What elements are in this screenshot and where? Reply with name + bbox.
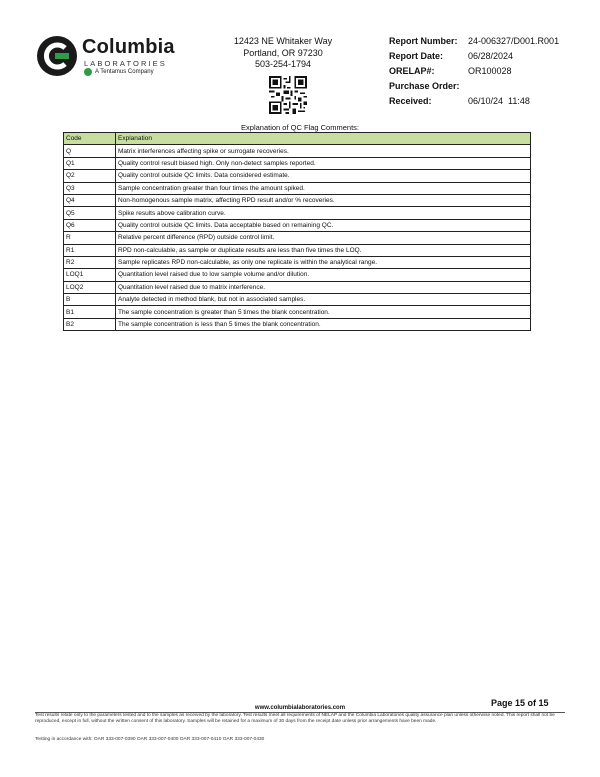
meta-label: Report Number: — [389, 36, 458, 46]
flag-code: Q4 — [64, 194, 116, 206]
flag-explanation: The sample concentration is greater than 5 times the blank concentration. — [116, 306, 531, 318]
logo-name: Columbia — [82, 36, 175, 58]
flag-code: R2 — [64, 256, 116, 268]
flag-code: Q1 — [64, 157, 116, 169]
meta-label: ORELAP#: — [389, 66, 435, 76]
website-link[interactable]: www.columbialaboratories.com — [254, 705, 346, 711]
disclaimer-text: Test results relate only to the parameters tested and to the samples as received by the laboratory. Test results meet all requirements of NELAP and the Columbia Laboratories quality assurance plan unless otherwise noted. This report shall not be reproduced, except in full, without the written consent of this laboratory. Samples will be retained for a maximum of 30 days from the receipt date unless prior arrangements have been made. — [35, 713, 555, 724]
flag-explanation: Analyte detected in method blank, but not in associated samples. — [116, 294, 531, 306]
flag-explanation: Quality control outside QC limits. Data acceptable based on remaining QC. — [116, 219, 531, 231]
orelap-value: OR100028 — [468, 66, 512, 76]
table-row — [64, 194, 531, 206]
flag-code: Q3 — [64, 182, 116, 194]
flag-explanation: Non-homogenous sample matrix, affecting RPD result and/or % recoveries. — [116, 194, 531, 206]
flag-code: Q6 — [64, 219, 116, 231]
table-header-row — [64, 133, 531, 145]
flag-code: Q2 — [64, 170, 116, 182]
flag-explanation: Spike results above calibration curve. — [116, 207, 531, 219]
flag-explanation: Quantitation level raised due to low sample volume and/or dilution. — [116, 269, 531, 281]
flag-explanation: Quantitation level raised due to matrix interference. — [116, 281, 531, 293]
page-number: Page 15 of 15 — [491, 698, 549, 708]
flag-code: B — [64, 294, 116, 306]
table-row — [64, 182, 531, 194]
tentamus-icon — [84, 68, 92, 76]
flag-explanation: Matrix interferences affecting spike or surrogate recoveries. — [116, 145, 531, 157]
flag-explanation: Relative percent difference (RPD) outside control limit. — [116, 232, 531, 244]
flag-explanation: Sample concentration greater than four times the amount spiked. — [116, 182, 531, 194]
address-street: 12423 NE Whitaker Way — [233, 36, 333, 46]
logo-subtitle: LABORATORIES — [84, 59, 167, 68]
flag-explanation: Sample replicates RPD non-calculable, as only one replicate is within the analytical range. — [116, 256, 531, 268]
report-number-value: 24-006327/D001.R001 — [468, 36, 560, 46]
testing-statement: Testing in accordance with: OAR 333-007-0390 OAR 333-007-0400 OAR 333-007-0410 OAR 333-007-0430 — [35, 737, 265, 742]
table-row — [64, 244, 531, 256]
qc-flag-table — [63, 132, 531, 331]
table-row — [64, 145, 531, 157]
meta-label: Purchase Order: — [389, 81, 460, 91]
qr-code-icon — [269, 76, 307, 114]
flag-code: Q5 — [64, 207, 116, 219]
table-row — [64, 306, 531, 318]
meta-label: Received: — [389, 96, 432, 106]
table-row — [64, 170, 531, 182]
lab-address — [213, 36, 353, 71]
flag-code: Q — [64, 145, 116, 157]
column-header-code: Code — [64, 133, 116, 145]
company-logo — [35, 34, 175, 82]
table-row — [64, 294, 531, 306]
flag-code: R1 — [64, 244, 116, 256]
flag-code: LOQ1 — [64, 269, 116, 281]
report-date-value: 06/28/2024 — [468, 51, 514, 61]
meta-label: Report Date: — [389, 51, 444, 61]
flag-code: B1 — [64, 306, 116, 318]
table-row — [64, 232, 531, 244]
flag-code: R — [64, 232, 116, 244]
flag-explanation: RPD non-calculable, as sample or duplicate results are less than five times the LOQ. — [116, 244, 531, 256]
table-row — [64, 207, 531, 219]
table-row — [64, 281, 531, 293]
column-header-explanation: Explanation — [116, 133, 531, 145]
table-caption: Explanation of QC Flag Comments: — [241, 123, 359, 132]
address-city: Portland, OR 97230 — [243, 47, 323, 58]
flag-explanation: Quality control result biased high. Only non-detect samples reported. — [116, 157, 531, 169]
logo-tagline: A Tentamus Company — [95, 69, 154, 75]
columbia-logo-icon — [35, 34, 79, 78]
table-row — [64, 318, 531, 330]
flag-explanation: Quality control outside QC limits. Data considered estimate. — [116, 170, 531, 182]
flag-code: LOQ2 — [64, 281, 116, 293]
table-row — [64, 157, 531, 169]
table-row — [64, 219, 531, 231]
flag-explanation: The sample concentration is less than 5 times the blank concentration. — [116, 318, 531, 330]
table-row — [64, 256, 531, 268]
address-phone: 503-254-1794 — [254, 59, 312, 69]
received-value: 06/10/24 11:48 — [468, 96, 530, 106]
table-row — [64, 269, 531, 281]
flag-code: B2 — [64, 318, 116, 330]
